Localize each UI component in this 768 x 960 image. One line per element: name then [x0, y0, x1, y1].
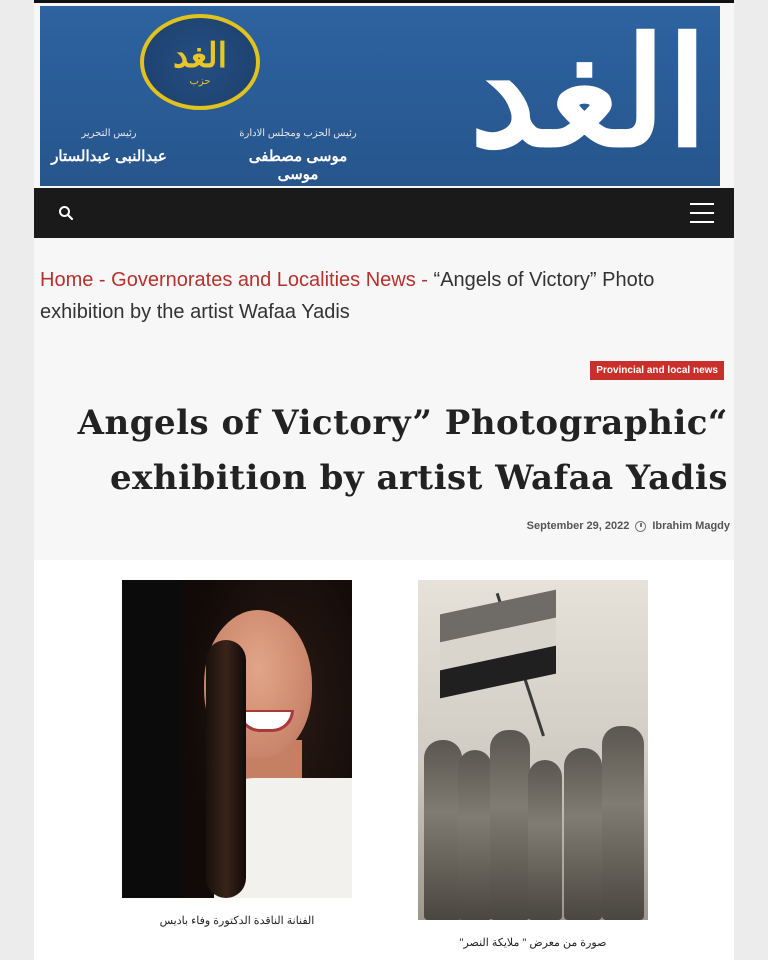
emblem-text: الغد	[172, 36, 228, 76]
exhibition-photo-image	[418, 580, 648, 920]
chairman-name: موسى مصطفى موسى	[248, 148, 348, 183]
editor-role: رئيس التحرير	[81, 128, 137, 139]
search-icon[interactable]	[58, 205, 74, 221]
breadcrumb-section-link[interactable]: Governorates and Localities News	[111, 269, 416, 291]
party-emblem-logo	[140, 14, 260, 110]
soldiers-group	[418, 720, 648, 920]
chairman-credit	[228, 128, 368, 183]
portrait-caption: الفنانة الناقدة الدكتورة وفاء باديس	[159, 915, 315, 927]
hamburger-menu-icon[interactable]	[690, 203, 714, 223]
article-title-line2: exhibition by artist Wafaa Yadis	[110, 458, 728, 498]
main-navbar	[34, 188, 734, 238]
clock-icon	[635, 521, 646, 532]
editor-name: عبدالنبى عبدالستار	[51, 148, 167, 165]
site-logo[interactable]: الغد	[469, 6, 708, 181]
soldier-figure	[490, 730, 530, 920]
article-title	[60, 396, 728, 506]
soldier-figure	[458, 750, 492, 920]
top-border	[34, 0, 734, 3]
breadcrumb-home-link[interactable]: Home	[40, 269, 94, 291]
exhibition-photo-caption: صورة من معرض " ملايكة النصر"	[459, 937, 607, 949]
soldier-figure	[564, 748, 602, 920]
artist-portrait-image	[122, 580, 352, 898]
author-link[interactable]: Ibrahim Magdy	[652, 520, 730, 532]
soldier-figure	[424, 740, 462, 920]
soldier-figure	[528, 760, 562, 920]
chairman-role: رئيس الحزب ومجلس الادارة	[239, 128, 357, 139]
emblem-subtext: حزب	[189, 76, 211, 87]
soldier-figure	[602, 726, 644, 920]
site-header-banner[interactable]	[40, 6, 720, 186]
article-meta	[527, 520, 730, 532]
publish-date: September 29, 2022	[526, 520, 630, 532]
breadcrumb-separator: -	[415, 269, 434, 291]
breadcrumb	[40, 264, 728, 328]
editor-credit	[44, 128, 174, 165]
article-title-line1: Angels of Victory” Photographic“	[77, 403, 728, 443]
portrait-hair-locks	[206, 640, 246, 898]
category-badge[interactable]: Provincial and local news	[590, 361, 724, 380]
breadcrumb-separator: -	[93, 269, 112, 291]
breadcrumb-current: “Angels of Victory” Photo exhibition by the artist Wafaa Yadis	[40, 269, 655, 323]
